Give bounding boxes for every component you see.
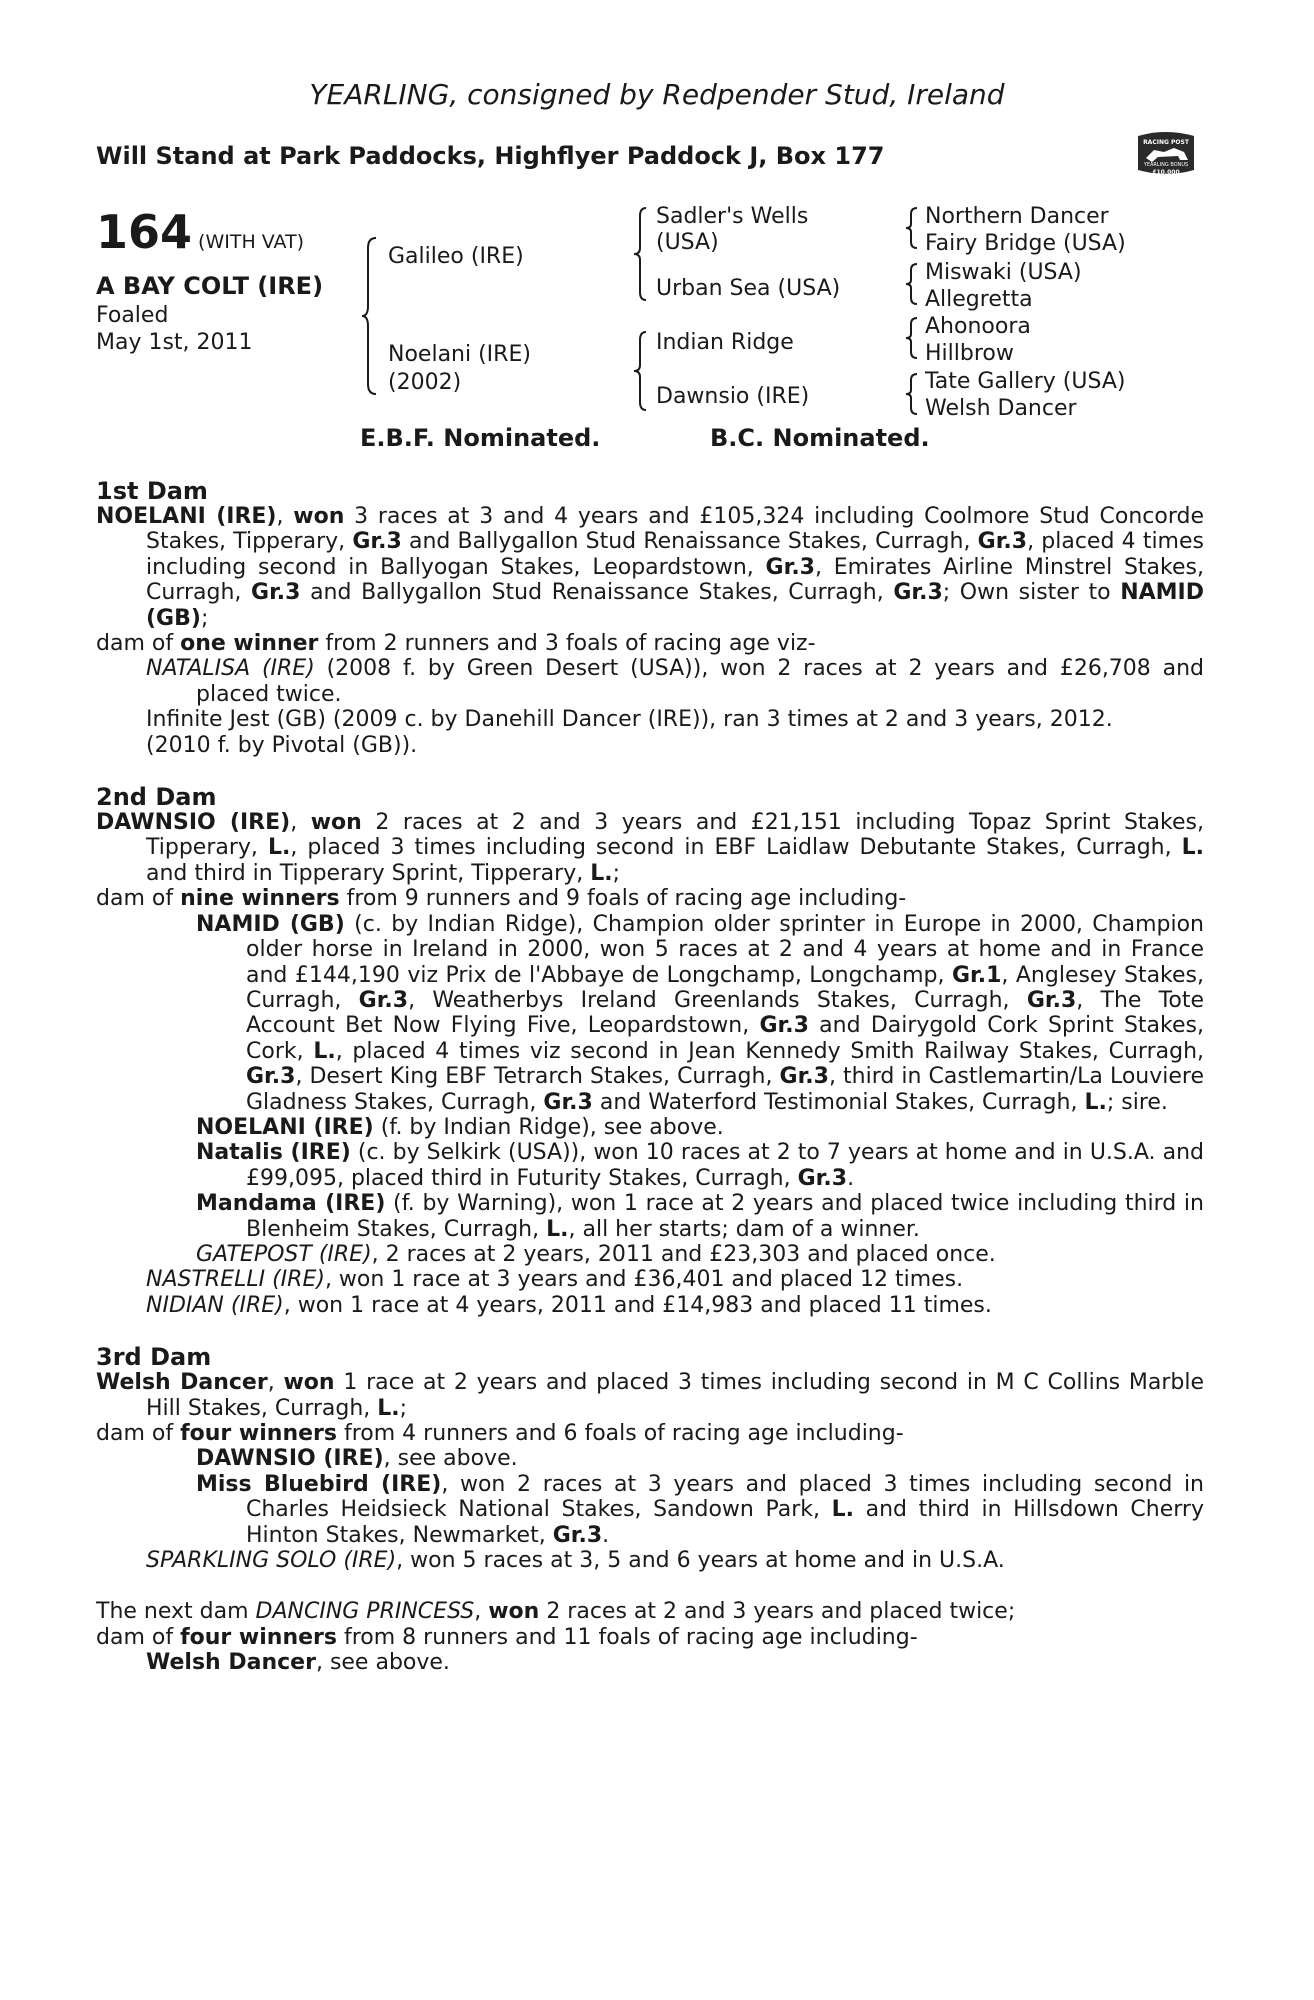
second-dam-foal-nidian: NIDIAN (IRE), won 1 race at 4 years, 2011 and £14,983 and placed 11 times. — [146, 1292, 992, 1318]
first-dam-name: NOELANI (IRE) — [96, 504, 277, 529]
lot-number-row — [96, 206, 304, 268]
gg-tate-gallery: Tate Gallery (USA) — [925, 369, 1126, 394]
pedigree-brace-gg4 — [904, 372, 920, 416]
page-title: YEARLING, consigned by Redpender Stud, Ireland — [309, 78, 1005, 111]
sire-dam: Urban Sea (USA) — [656, 276, 841, 301]
foaled-date: May 1st, 2011 — [96, 330, 253, 355]
dam-sire: Indian Ridge — [656, 330, 794, 355]
third-dam-heading: 3rd Dam — [96, 1343, 212, 1372]
gg-ahonoora: Ahonoora — [925, 314, 1031, 339]
pedigree-brace-sire — [360, 236, 380, 396]
lot-vat: (WITH VAT) — [198, 231, 305, 253]
pedigree-brace-dam-parents — [632, 330, 650, 412]
dam-year: (2002) — [388, 370, 462, 395]
second-dam-record: DAWNSIO (IRE), won 2 races at 2 and 3 years and £21,151 including Topaz Sprint Stakes, Tipperary, L., placed 3 times including second in EBF Laidlaw Debutante Stakes, Curragh, L. and third in Tipperary Sprint, Tipperary, L.; — [96, 810, 1205, 886]
second-dam-granddaughter-gatepost: GATEPOST (IRE), 2 races at 2 years, 2011 and £23,303 and placed once. — [196, 1241, 996, 1267]
pedigree-brace-gg3 — [904, 316, 920, 360]
second-dam-foal-noelani: NOELANI (IRE) (f. by Indian Ridge), see above. — [196, 1114, 724, 1140]
second-dam-produce-summary: dam of nine winners from 9 runners and 9 foals of racing age including- — [96, 886, 907, 912]
pedigree-brace-gg2 — [904, 262, 920, 306]
badge-mid-text: YEARLING BONUS — [1143, 162, 1189, 168]
gg-hillbrow: Hillbrow — [925, 341, 1014, 366]
first-dam-record: NOELANI (IRE), won 3 races at 3 and 4 years and £105,324 including Coolmore Stud Concorde Stakes, Tipperary, Gr.3 and Ballygallon Stud Renaissance Stakes, Curragh, Gr.3, placed 4 times including second in Ballyogan Stakes, Leopardstown, Gr.3, Emirates Airline Minstrel Stakes, Curragh, Gr.3 and Ballygallon Stud Renaissance Stakes, Curragh, Gr.3; Own sister to NAMID (GB); — [96, 504, 1204, 631]
second-dam-heading: 2nd Dam — [96, 783, 217, 812]
gg-miswaki: Miswaki (USA) — [925, 260, 1082, 285]
lot-description: A BAY COLT (IRE) — [96, 272, 324, 300]
gg-fairy-bridge: Fairy Bridge (USA) — [925, 231, 1126, 256]
first-dam-heading: 1st Dam — [96, 477, 208, 505]
sire-sire-line1: Sadler's Wells — [656, 204, 809, 229]
pedigree-brace-sire-parents — [632, 206, 650, 302]
first-dam-foal-infinite-jest: Infinite Jest (GB) (2009 c. by Danehill Dancer (IRE)), ran 3 times at 2 and 3 years, 2012. — [146, 707, 1113, 733]
sire-name: Galileo (IRE) — [388, 244, 524, 269]
second-dam-foal-mandama: Mandama (IRE) (f. by Warning), won 1 race at 2 years and placed twice including third in Blenheim Stakes, Curragh, L., all her starts; dam of a winner. — [196, 1191, 1204, 1242]
badge-top-text: RACING POST — [1143, 139, 1189, 146]
first-dam-foal-2010: (2010 f. by Pivotal (GB)). — [146, 732, 418, 758]
yearling-bonus-badge — [1130, 130, 1202, 178]
family-details — [96, 478, 1204, 1676]
bc-nominated: B.C. Nominated. — [710, 424, 930, 452]
first-dam-foal-natalisa: NATALISA (IRE) (2008 f. by Green Desert (USA)), won 2 races at 2 years and £26,708 and placed twice. — [146, 656, 1204, 707]
third-dam-foal-sparkling-solo: SPARKLING SOLO (IRE), won 5 races at 3, 5 and 6 years at home and in U.S.A. — [146, 1548, 1005, 1574]
gg-welsh-dancer: Welsh Dancer — [925, 396, 1077, 421]
stand-location: Will Stand at Park Paddocks, Highflyer Paddock J, Box 177 — [96, 142, 885, 170]
third-dam-record: Welsh Dancer, won 1 race at 2 years and placed 3 times including second in M C Collins Marble Hill Stakes, Curragh, L.; — [96, 1370, 1204, 1421]
foaled-label: Foaled — [96, 303, 169, 328]
third-dam-foal-dawnsio: DAWNSIO (IRE), see above. — [196, 1446, 518, 1472]
gg-allegretta: Allegretta — [925, 287, 1033, 312]
sire-sire-line2: (USA) — [656, 230, 719, 255]
badge-amount-text: £10,000 — [1152, 169, 1180, 176]
second-dam-foal-natalis: Natalis (IRE) (c. by Selkirk (USA)), won 10 races at 2 to 7 years at home and in U.S.A. and £99,095, placed third in Futurity Stakes, Curragh, Gr.3. — [196, 1140, 1204, 1191]
second-dam-foal-namid: NAMID (GB) (c. by Indian Ridge), Champion older sprinter in Europe in 2000, Champion older horse in Ireland in 2000, won 5 races at 2 and 4 years at home and in France and £144,190 viz Prix de l'Abbaye de Longchamp, Longchamp, Gr.1, Anglesey Stakes, Curragh, Gr.3, Weatherbys Ireland Greenlands Stakes, Curragh, Gr.3, The Tote Account Bet Now Flying Five, Leopardstown, Gr.3 and Dairygold Cork Sprint Stakes, Cork, L., placed 4 times viz second in Jean Kennedy Smith Railway Stakes, Curragh, Gr.3, Desert King EBF Tetrarch Stakes, Curragh, Gr.3, third in Castlemartin/La Louviere Gladness Stakes, Curragh, Gr.3 and Waterford Testimonial Stakes, Curragh, L.; sire. — [196, 911, 1205, 1115]
second-dam-foal-nastrelli: NASTRELLI (IRE), won 1 race at 3 years and £36,401 and placed 12 times. — [146, 1267, 964, 1293]
third-dam-produce-summary: dam of four winners from 4 runners and 6 foals of racing age including- — [96, 1421, 904, 1446]
dam-dam: Dawnsio (IRE) — [656, 384, 810, 409]
ebf-nominated: E.B.F. Nominated. — [360, 424, 601, 452]
foaled-block — [96, 302, 253, 356]
next-dam-produce-summary: dam of four winners from 8 runners and 11 foals of racing age including- — [96, 1624, 918, 1650]
pedigree-brace-gg1 — [904, 206, 920, 250]
third-dam-foal-miss-bluebird: Miss Bluebird (IRE), won 2 races at 3 years and placed 3 times including second in Charles Heidsieck National Stakes, Sandown Park, L. and third in Hillsdown Cherry Hinton Stakes, Newmarket, Gr.3. — [196, 1471, 1205, 1548]
first-dam-produce-summary: dam of one winner from 2 runners and 3 foals of racing age viz- — [96, 631, 816, 657]
next-dam-foal-welsh-dancer: Welsh Dancer, see above. — [146, 1650, 450, 1676]
next-dam-record: The next dam DANCING PRINCESS, won 2 races at 2 and 3 years and placed twice; — [96, 1599, 1016, 1625]
dam-name: Noelani (IRE) — [388, 342, 531, 367]
gg-northern-dancer: Northern Dancer — [925, 204, 1109, 229]
lot-number: 164 — [96, 205, 193, 259]
